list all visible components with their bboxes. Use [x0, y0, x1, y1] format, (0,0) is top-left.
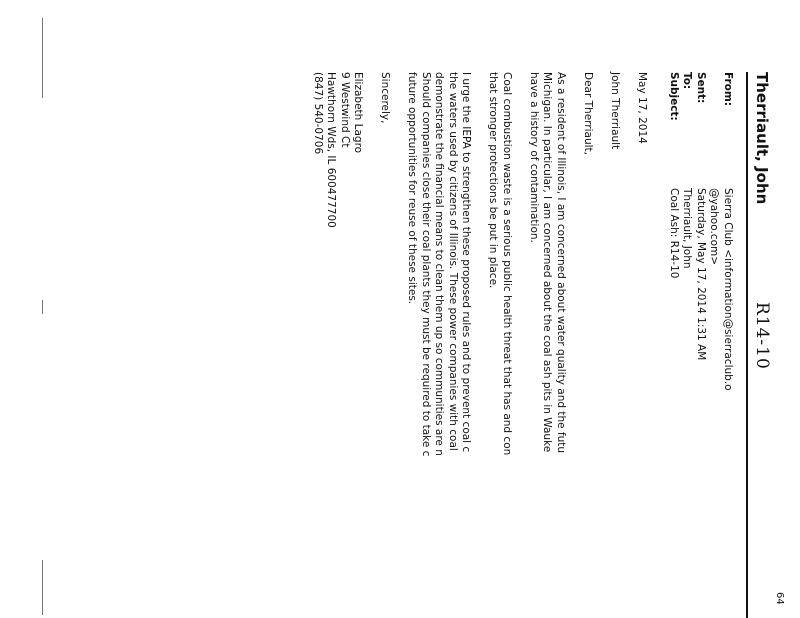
header-label: From: — [722, 72, 734, 107]
header-label: Subject: — [668, 72, 680, 121]
header-label: Sent: — [695, 72, 707, 104]
paragraph-2 — [486, 72, 513, 618]
paragraph-1 — [527, 72, 568, 618]
signature-name: Elizabeth Lagro — [352, 72, 365, 154]
letter-recipient: John Therriault — [609, 72, 621, 150]
body-line: Coal combustion waste is a serious public health threat that has and con — [501, 72, 513, 456]
letter-salutation: Dear Therriault, — [582, 72, 594, 155]
signature-phone: (847) 540-0706 — [312, 72, 324, 155]
email-body — [311, 72, 649, 618]
docket-stamp: R14-10 — [752, 302, 772, 370]
header-rule — [746, 72, 748, 618]
body-line: Should companies close their coal plants they must be required to take c — [420, 72, 432, 457]
header-row-subject — [667, 72, 681, 618]
header-value: Saturday, May 17, 2014 1:31 AM — [695, 188, 707, 361]
body-line: the waters used by citizens of Illinois. These power companies with coal — [447, 72, 459, 451]
letter-closing: Sincerely, — [379, 72, 392, 124]
header-row-from — [721, 72, 735, 618]
signature-city: Hawthorn Wds, IL 600477700 — [325, 72, 338, 228]
page-number: 64 — [774, 592, 785, 605]
letter-date: May 17, 2014 — [636, 72, 648, 144]
body-line: Michigan. In particular, I am concerned about the coal ash pits in Wauke — [541, 72, 554, 453]
header-label: To: — [681, 72, 694, 90]
body-line: demonstrate the financial means to clean them up so communities are n — [433, 72, 446, 456]
body-line: that stronger protections be put in place. — [487, 72, 500, 289]
sender-name: Therriault, John — [753, 72, 771, 205]
email-headers — [667, 72, 735, 618]
header-value: Coal Ash: R14-10 — [668, 188, 680, 279]
body-line: I urge the IEPA to strengthen these proposed rules and to prevent coal c — [460, 72, 473, 453]
header-value: Sierra Club <information@sierraclub.o — [722, 188, 734, 391]
signature-block — [311, 72, 365, 618]
email-document — [28, 72, 785, 618]
header-row-sent — [694, 72, 708, 618]
body-line: future opportunities for reuse of these sites. — [406, 72, 419, 305]
header-value: @yahoo.com> — [708, 188, 721, 266]
header-value: Therriault, John — [681, 188, 694, 269]
header-row-to — [680, 72, 694, 618]
header-label — [707, 72, 721, 188]
paragraph-3 — [405, 72, 473, 618]
body-line: have a history of contamination. — [528, 72, 540, 243]
body-line: As a resident of Illinois, I am concerned about water quality and the futu — [555, 72, 567, 454]
header-row-from-cont — [707, 72, 721, 618]
signature-street: 9 Westwind Ct — [339, 72, 351, 148]
